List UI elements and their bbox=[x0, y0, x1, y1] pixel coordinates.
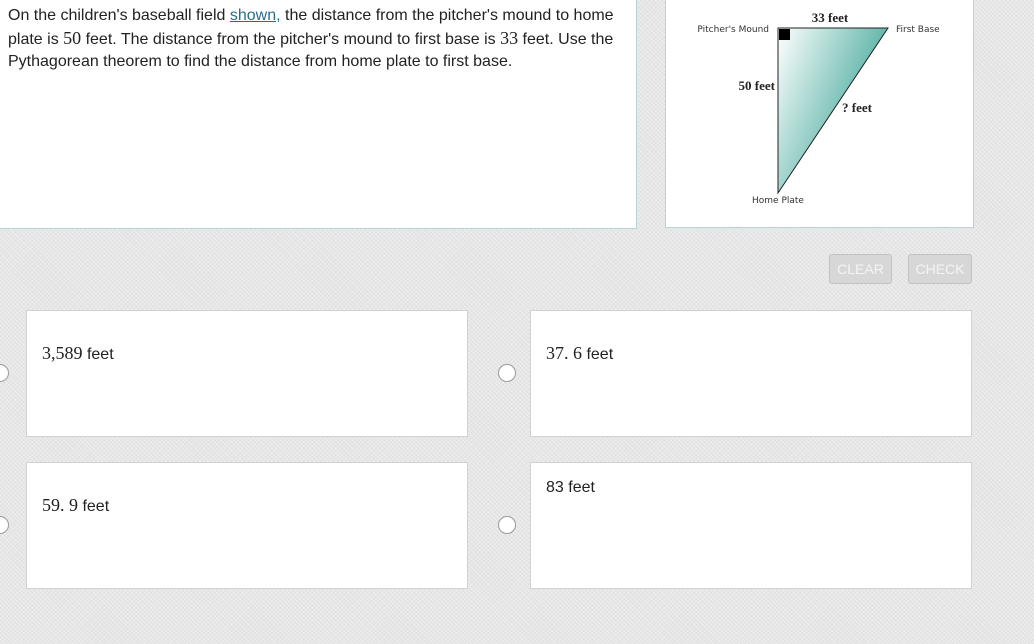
clear-button[interactable]: CLEAR bbox=[829, 254, 892, 284]
question-text bbox=[8, 5, 628, 73]
choice-b[interactable] bbox=[530, 310, 972, 437]
question-text-part: the distance from the pitcher's mound to home plate is bbox=[8, 7, 614, 48]
choice-unit: feet bbox=[582, 346, 614, 363]
choice-unit: feet bbox=[563, 479, 595, 496]
question-text-part: feet. Use the Pythagorean theorem to find the distance from home plate to first base. bbox=[8, 31, 614, 70]
right-angle-marker bbox=[779, 29, 790, 40]
choice-label bbox=[546, 479, 595, 497]
choice-value: 3,589 bbox=[42, 343, 83, 363]
choice-d[interactable] bbox=[530, 462, 972, 589]
choice-unit: feet bbox=[78, 498, 110, 515]
left-side-label: 50 feet bbox=[738, 78, 775, 93]
mound-first-distance: 33 bbox=[500, 28, 519, 48]
choice-label bbox=[42, 495, 109, 516]
choice-label bbox=[42, 343, 114, 364]
mound-home-distance: 50 bbox=[63, 28, 82, 48]
choice-value: 83 bbox=[546, 479, 564, 496]
question-text-part: On the children's baseball field bbox=[8, 7, 230, 24]
triangle-figure bbox=[666, 0, 973, 227]
choice-label bbox=[546, 343, 613, 364]
pitchers-mound-label: Pitcher's Mound bbox=[697, 25, 769, 35]
question-panel bbox=[0, 0, 637, 229]
choice-radio-c[interactable] bbox=[0, 516, 9, 534]
choice-unit: feet bbox=[82, 346, 114, 363]
figure-panel bbox=[665, 0, 974, 228]
top-side-label: 33 feet bbox=[811, 10, 849, 25]
figure-link[interactable]: shown, bbox=[229, 7, 281, 24]
first-base-label: First Base bbox=[896, 25, 940, 35]
check-button[interactable]: CHECK bbox=[908, 254, 972, 284]
choice-a[interactable] bbox=[26, 310, 468, 437]
hypotenuse-label: ? feet bbox=[842, 100, 872, 115]
choice-c[interactable] bbox=[26, 462, 468, 589]
home-plate-label: Home Plate bbox=[752, 196, 804, 206]
question-text-part: feet. The distance from the pitcher's mound to first base is bbox=[81, 31, 501, 48]
choice-value: 59. 9 bbox=[42, 495, 78, 515]
choice-radio-d[interactable] bbox=[498, 516, 516, 534]
choice-value: 37. 6 bbox=[546, 343, 582, 363]
choice-radio-a[interactable] bbox=[0, 364, 9, 382]
choice-radio-b[interactable] bbox=[498, 364, 516, 382]
